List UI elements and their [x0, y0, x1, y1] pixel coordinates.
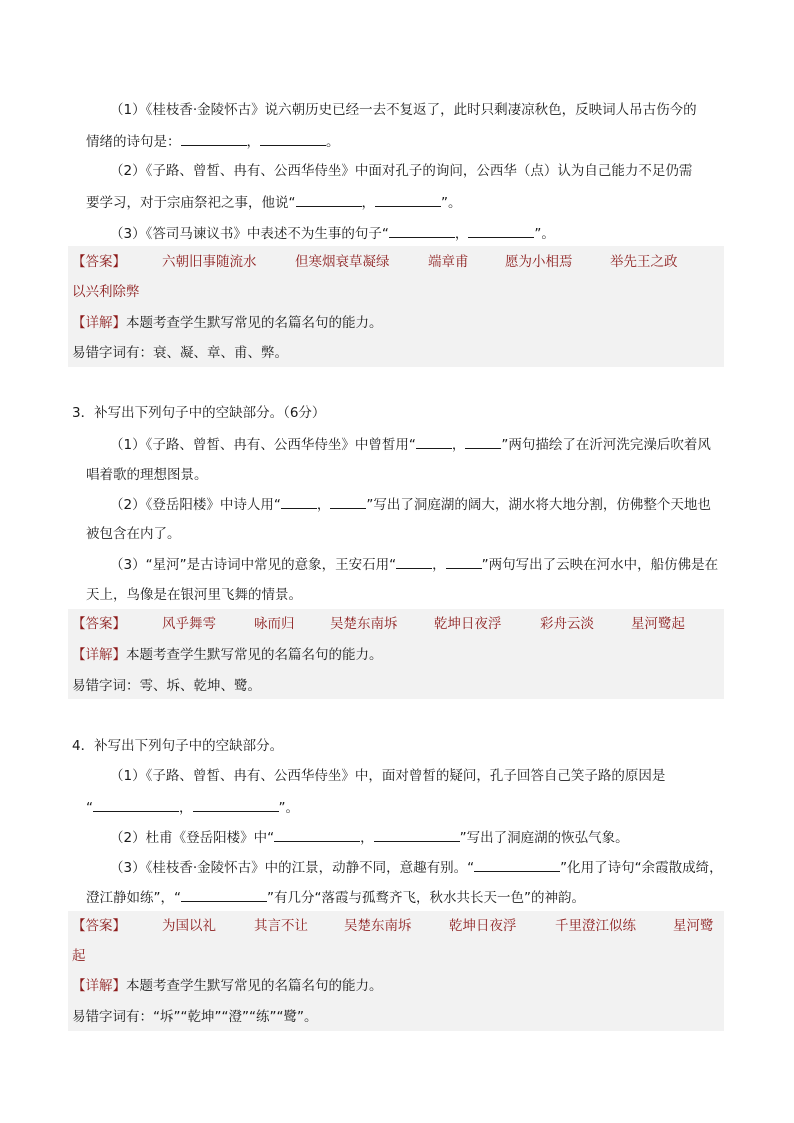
answer-blank — [260, 131, 326, 146]
q4-sub3-line2-suffix: ”有几分“落霞与孤鹜齐飞，秋水共长天一色”的神韵。 — [267, 890, 585, 906]
answer-blank — [446, 554, 482, 569]
q3-sub1-suffix: ”两句描绘了在沂河洗完澡后吹着风 — [501, 437, 711, 453]
q4-sub2-line — [110, 827, 629, 848]
answer-label: 【答案】 — [72, 254, 126, 270]
answer-blank — [93, 797, 179, 812]
answer-label: 【答案】 — [72, 918, 126, 934]
answer-blank — [468, 223, 534, 238]
answer-blank — [181, 887, 267, 902]
answer-item: 端章甫 — [428, 254, 469, 270]
answer-item: 风乎舞雩 — [162, 616, 216, 632]
answer-item-wrap: 以兴利除弊 — [72, 284, 140, 300]
q4-sub2-suffix: ”写出了洞庭湖的恢弘气象。 — [459, 830, 629, 846]
q4-sub3-line2-prefix: 澄江静如练”，“ — [86, 890, 181, 906]
answer-item: 举先王之政 — [610, 254, 678, 270]
comma: ， — [361, 195, 375, 211]
q3-sub3-line1 — [110, 554, 718, 575]
detail-label: 【详解】 — [72, 978, 126, 994]
answer-item: 但寒烟衰草凝绿 — [295, 254, 390, 270]
answer-item: 咏而归 — [254, 616, 295, 632]
q3-sub2-suffix: ”写出了洞庭湖的阔大，湖水将大地分割，仿佛整个天地也 — [366, 497, 711, 513]
q2-sub3-line — [110, 223, 555, 244]
answer-blank — [396, 554, 432, 569]
answer-item: 吴楚东南坼 — [344, 918, 412, 934]
q2-sub2-line2 — [86, 192, 462, 213]
error-words: 易错字词：雩、坼、乾坤、鹭。 — [72, 678, 261, 694]
comma: ， — [360, 830, 374, 846]
q4-sub3-prefix: （3）《桂枝香·金陵怀古》中的江景，动静不同，意趣有别。“ — [110, 860, 475, 876]
answer-item: 吴楚东南坼 — [330, 616, 398, 632]
detail-label: 【详解】 — [72, 315, 126, 331]
q3-sub1-line1 — [110, 434, 711, 455]
q2-sub2-line1: （2）《子路、曾皙、冉有、公西华侍坐》中面对孔子的询问，公西华（点）认为自己能力不足仍需 — [110, 163, 693, 179]
comma: ， — [179, 800, 193, 816]
answer-item: 六朝旧事随流水 — [162, 254, 257, 270]
detail-text: 本题考查学生默写常见的名篇名句的能力。 — [126, 647, 383, 663]
answer-blank — [330, 494, 366, 509]
q3-sub3-line2: 天上，鸟像是在银河里飞舞的情景。 — [86, 587, 302, 603]
answer-label: 【答案】 — [72, 616, 126, 632]
close-quote: ”。 — [278, 800, 299, 816]
q2-sub1-prefix: 情绪的诗句是： — [86, 134, 181, 150]
error-words: 易错字词有：“坼”“乾坤”“澄”“练”“鹭”。 — [72, 1009, 318, 1025]
answer-blank — [389, 223, 455, 238]
q3-sub2-line1 — [110, 494, 711, 515]
q3-sub1-line2: 唱着歌的理想图景。 — [86, 467, 208, 483]
error-words: 易错字词有：衰、凝、章、甫、弊。 — [72, 345, 288, 361]
answer-item: 星河鹭 — [673, 918, 714, 934]
answer-item: 彩舟云淡 — [540, 616, 594, 632]
q4-sub3-suffix: ”化用了诗句“余霞散成绮， — [560, 860, 723, 876]
q4-sub2-prefix: （2）杜甫《登岳阳楼》中“ — [110, 830, 275, 846]
detail-line — [72, 645, 383, 665]
answer-item-wrap: 起 — [72, 948, 86, 964]
answer-blank — [375, 192, 441, 207]
q4-sub1-line2 — [86, 797, 299, 818]
detail-line — [72, 976, 383, 996]
q4-sub3-line1 — [110, 857, 723, 878]
detail-text: 本题考查学生默写常见的名篇名句的能力。 — [126, 315, 383, 331]
answer-item: 愿为小相焉 — [505, 254, 573, 270]
q3-sub3-prefix: （3）“星河”是古诗词中常见的意象，王安石用“ — [110, 557, 397, 573]
comma: ， — [432, 557, 446, 573]
q3-sub2-line2: 被包含在内了。 — [86, 526, 181, 542]
answer-item: 其言不让 — [254, 918, 308, 934]
comma: ， — [451, 437, 466, 453]
q2-sub1-line1: （1）《桂枝香·金陵怀古》说六朝历史已经一去不复返了，此时只剩凄凉秋色，反映词人吊古伤今的 — [110, 102, 697, 118]
answer-blank — [416, 434, 452, 449]
comma: ， — [316, 497, 331, 513]
detail-text: 本题考查学生默写常见的名篇名句的能力。 — [126, 978, 383, 994]
answer-blank — [193, 797, 279, 812]
q3-title: 3．补写出下列句子中的空缺部分。（6分） — [72, 405, 326, 421]
detail-line — [72, 313, 383, 333]
close-quote: ”。 — [441, 195, 462, 211]
q4-sub1-line1: （1）《子路、曾皙、冉有、公西华侍坐》中，面对曾皙的疑问，孔子回答自己笑子路的原因是 — [110, 768, 666, 784]
period: 。 — [326, 134, 340, 150]
answer-blank — [181, 131, 247, 146]
answer-blank — [274, 827, 360, 842]
comma: ， — [246, 134, 260, 150]
q2-sub3-prefix: （3）《答司马谏议书》中表述不为生事的句子“ — [110, 226, 389, 242]
answer-blank — [474, 857, 560, 872]
q2-sub1-line2 — [86, 131, 340, 152]
answer-item: 为国以礼 — [162, 918, 216, 934]
answer-blank — [296, 192, 362, 207]
q4-title: 4．补写出下列句子中的空缺部分。 — [72, 738, 284, 754]
answer-item: 星河鹭起 — [631, 616, 685, 632]
q3-sub3-suffix: ”两句写出了云映在河水中，船仿佛是在 — [481, 557, 719, 573]
answer-item: 乾坤日夜浮 — [434, 616, 502, 632]
close-quote: ”。 — [534, 226, 555, 242]
answer-blank — [465, 434, 501, 449]
q3-sub2-prefix: （2）《登岳阳楼》中诗人用“ — [110, 497, 281, 513]
detail-label: 【详解】 — [72, 647, 126, 663]
q3-sub1-prefix: （1）《子路、曾皙、冉有、公西华侍坐》中曾皙用“ — [110, 437, 416, 453]
comma: ， — [454, 226, 469, 242]
answer-item: 乾坤日夜浮 — [449, 918, 517, 934]
answer-blank — [281, 494, 317, 509]
open-quote: “ — [86, 800, 93, 816]
answer-blank — [374, 827, 460, 842]
answer-item: 千里澄江似练 — [555, 918, 636, 934]
q4-sub3-line2 — [86, 887, 585, 908]
q2-sub2-prefix: 要学习，对于宗庙祭祀之事，他说“ — [86, 195, 296, 211]
